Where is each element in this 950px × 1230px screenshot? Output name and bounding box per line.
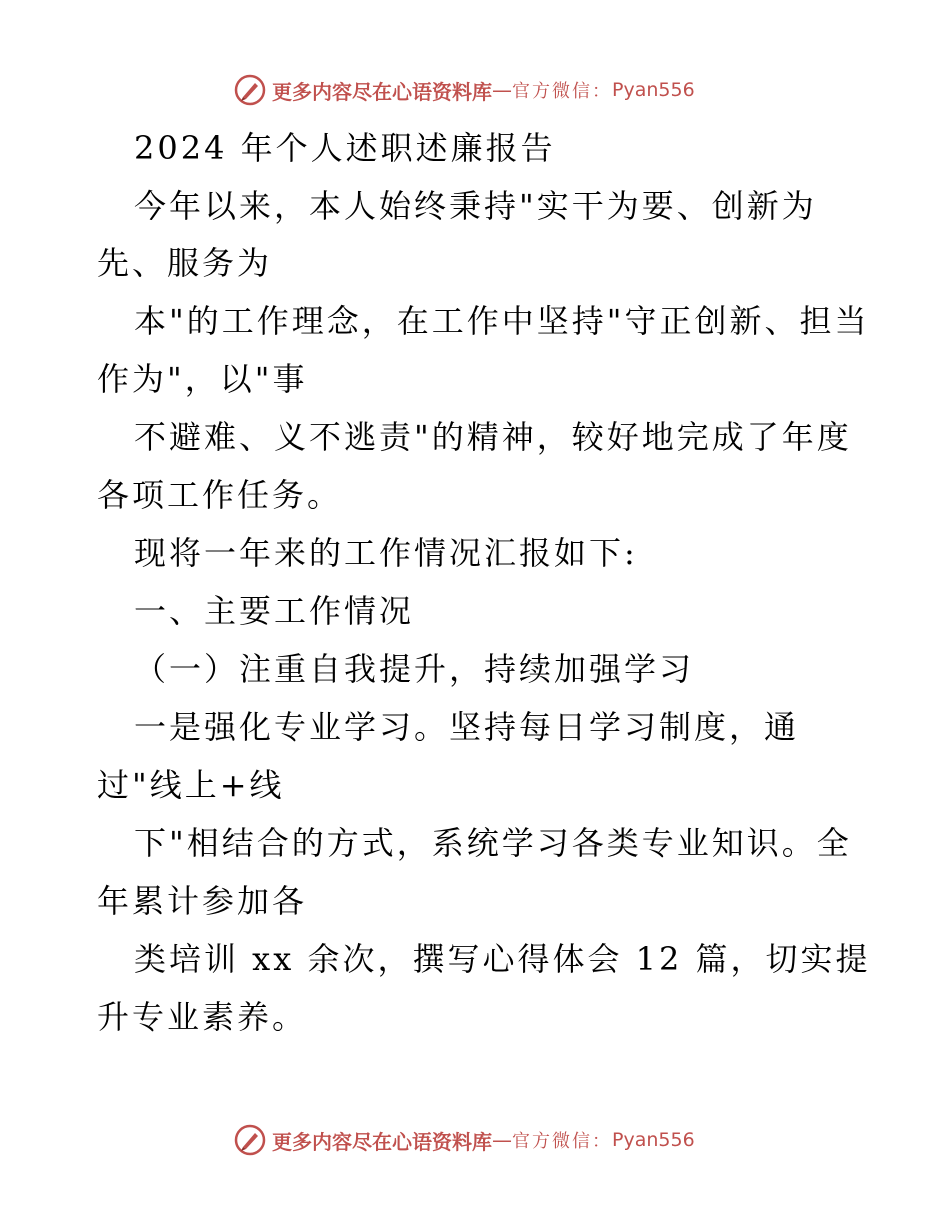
- pen-logo-icon: [234, 1124, 266, 1156]
- paragraph-line: 下"相结合的方式，系统学习各类专业知识。全: [134, 824, 852, 862]
- watermark-separator: —: [492, 78, 512, 102]
- paragraph-line: 本"的工作理念，在工作中坚持"守正创新、担当: [134, 302, 870, 340]
- pen-logo-icon: [234, 74, 266, 106]
- watermark-banner-top: [0, 70, 950, 110]
- watermark-banner-bottom: [0, 1120, 950, 1160]
- paragraph-line: 各项工作任务。: [97, 476, 343, 514]
- watermark-wechat-id: Pyan556: [612, 79, 695, 101]
- paragraph-line: 先、服务为: [97, 244, 273, 282]
- subsection-heading: （一）注重自我提升，持续加强学习: [134, 650, 695, 688]
- paragraph-line: 类培训 xx 余次，撰写心得体会 12 篇，切实提: [134, 940, 871, 978]
- paragraph-line: 不避难、义不逃责"的精神，较好地完成了年度: [134, 418, 852, 456]
- watermark-separator: —: [492, 1128, 512, 1152]
- paragraph-line: 过"线上+线: [97, 766, 285, 804]
- paragraph-line: 升专业素养。: [97, 998, 308, 1036]
- paragraph-line: 今年以来，本人始终秉持"实干为要、创新为: [134, 187, 817, 225]
- watermark-sub-text: 官方微信：: [512, 81, 612, 102]
- watermark-sub-text: 官方微信：: [512, 1131, 612, 1152]
- paragraph-line: 年累计参加各: [97, 882, 308, 920]
- watermark-main-text: 更多内容尽在心语资料库: [272, 1129, 492, 1154]
- watermark-wechat-id: Pyan556: [612, 1129, 695, 1151]
- watermark-main-text: 更多内容尽在心语资料库: [272, 79, 492, 104]
- paragraph-line: 作为"，以"事: [97, 360, 308, 398]
- section-heading: 一、主要工作情况: [134, 592, 415, 630]
- document-title: 2024 年个人述职述廉报告: [134, 129, 556, 167]
- paragraph-line: 现将一年来的工作情况汇报如下:: [134, 534, 638, 572]
- paragraph-line: 一是强化专业学习。坚持每日学习制度，通: [134, 708, 800, 746]
